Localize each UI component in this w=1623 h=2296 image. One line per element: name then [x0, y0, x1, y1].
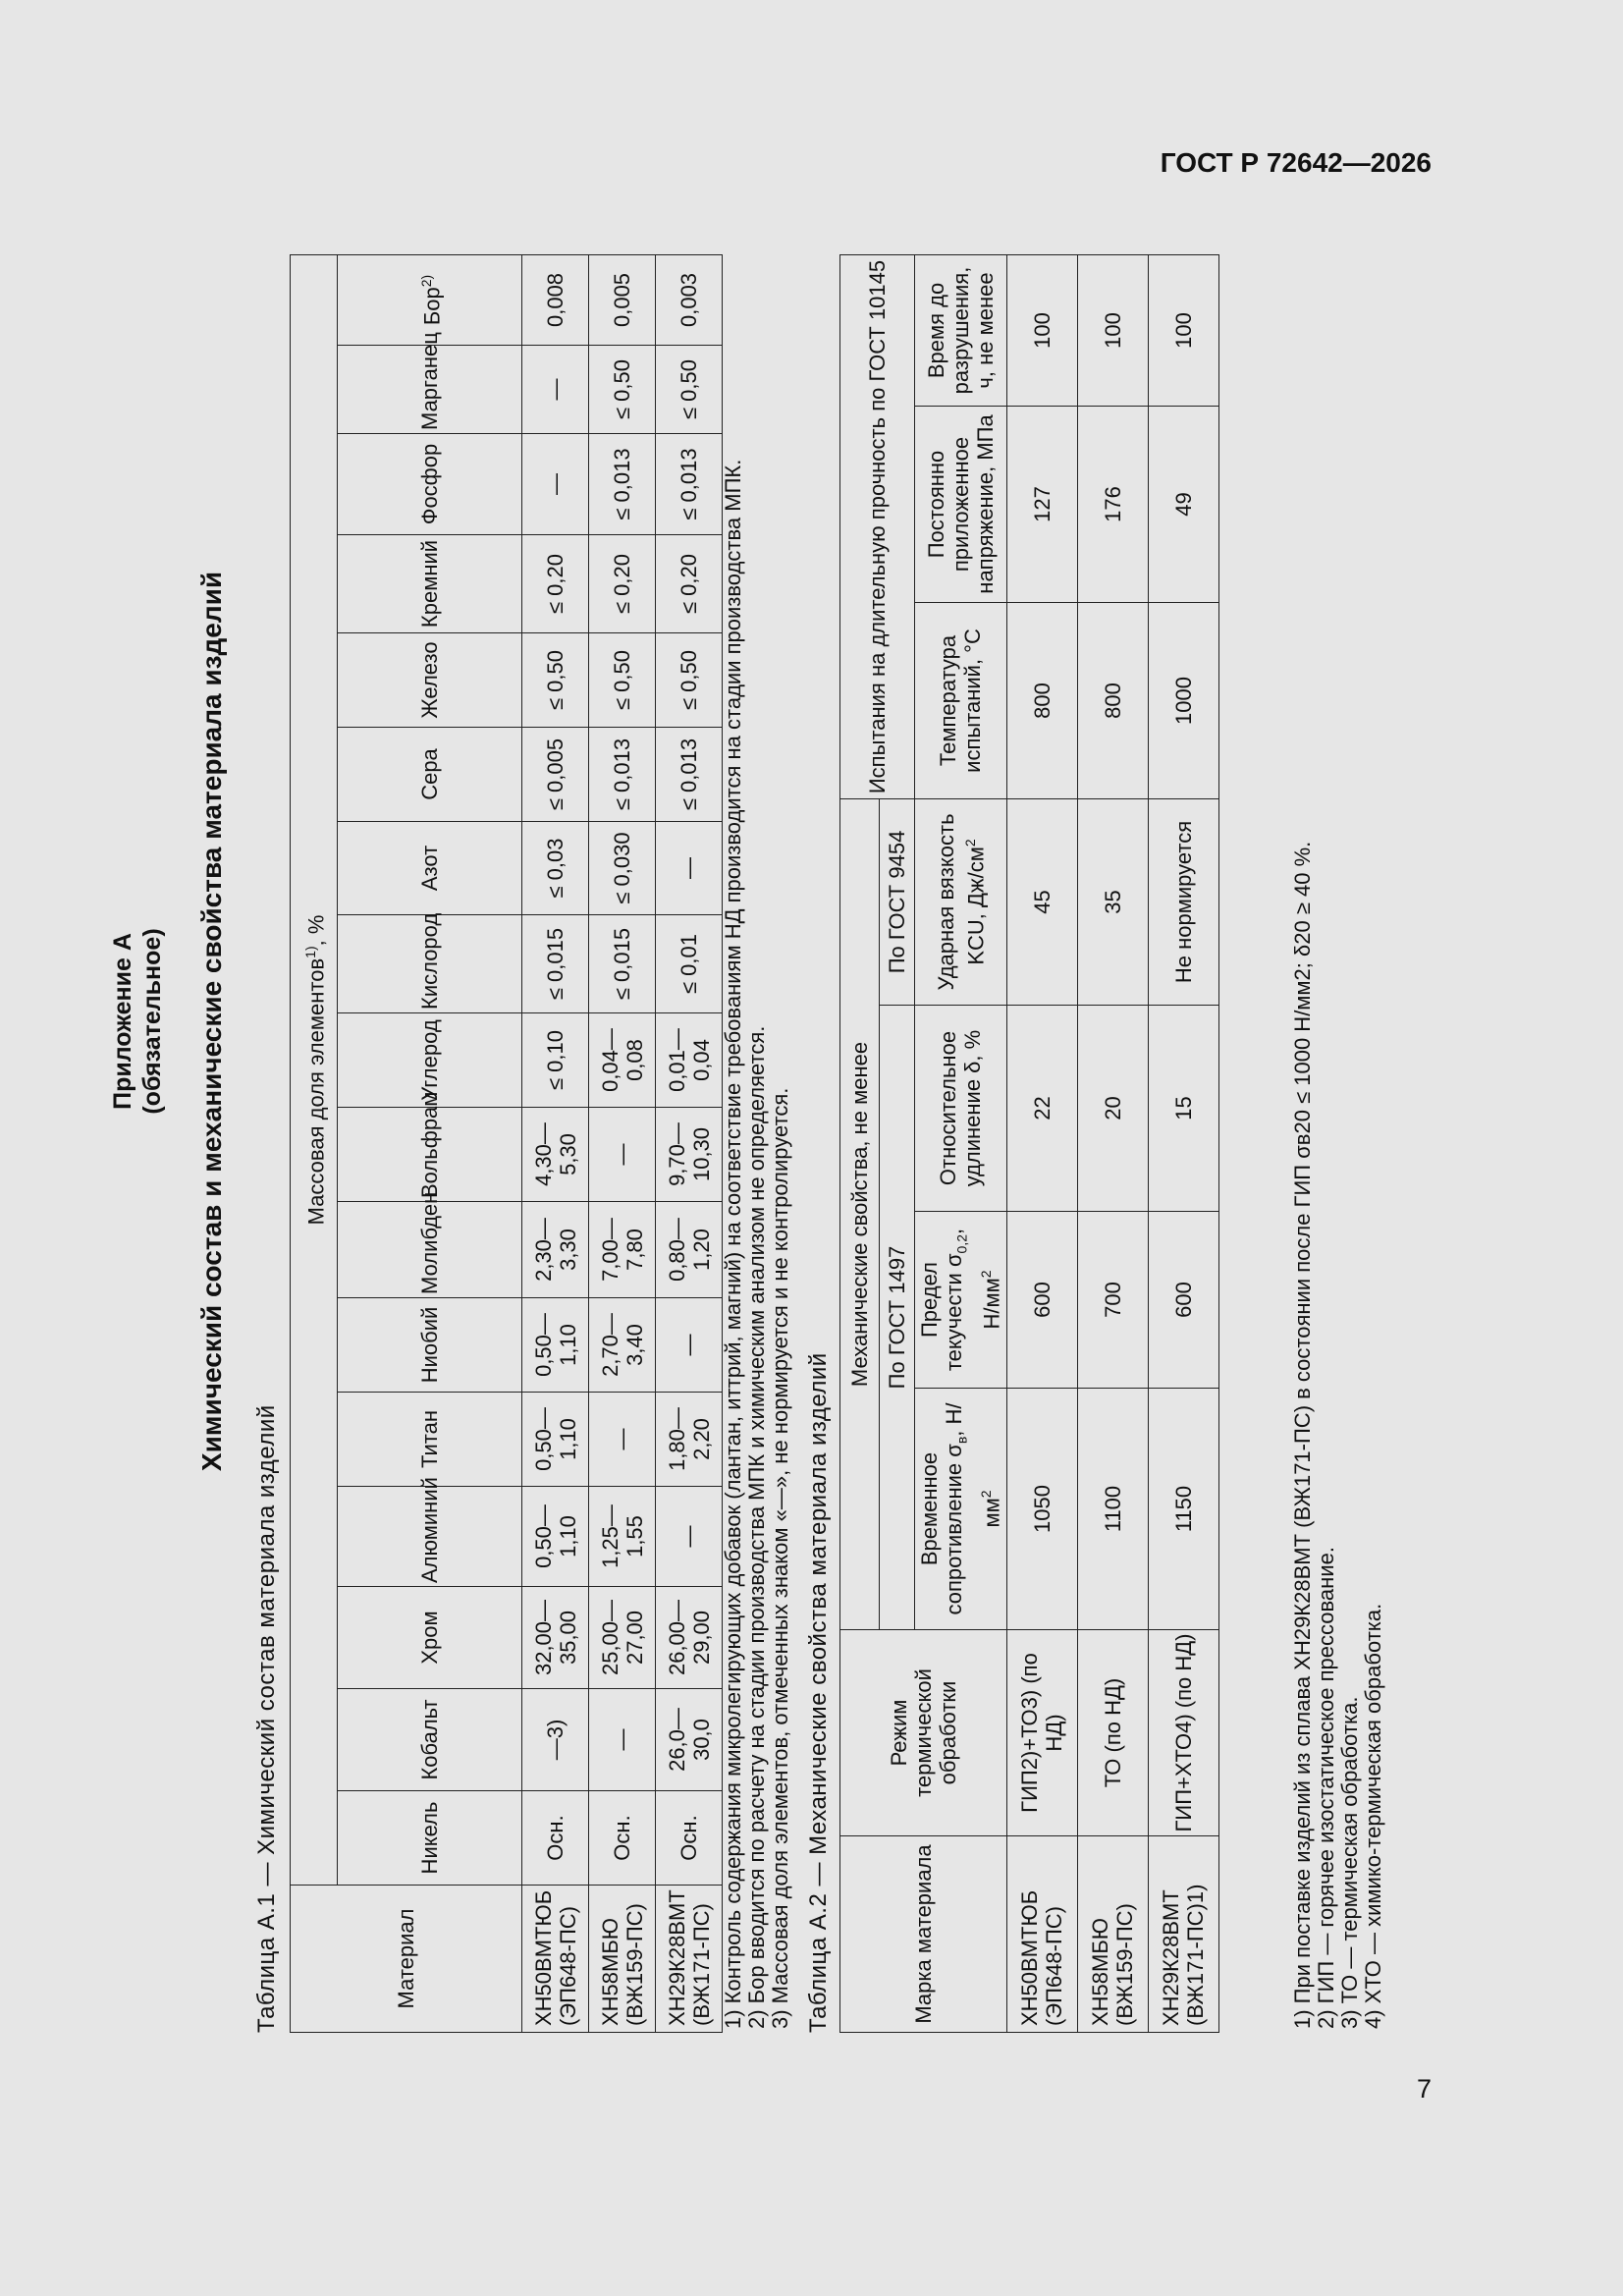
- table1-header-element: Алюминий: [338, 1487, 522, 1587]
- table1-header-element: Марганец: [338, 346, 522, 434]
- value-cell: 25,00—27,00: [589, 1587, 656, 1689]
- value-cell: —3): [522, 1689, 589, 1791]
- table1-header-element: Молибден: [338, 1202, 522, 1298]
- value-cell: ≤ 0,50: [589, 633, 656, 728]
- table-chemical-composition: [290, 254, 723, 2033]
- value-cell: 49: [1148, 406, 1218, 602]
- table1-header-element: Титан: [338, 1393, 522, 1487]
- value-cell: 26,00—29,00: [656, 1587, 723, 1689]
- table1-header-element: Бор$^{2)}$: [338, 254, 522, 345]
- table2-header-mode: Режим термической обработки: [840, 1630, 1007, 1836]
- value-cell: 1050: [1006, 1389, 1077, 1630]
- table2-header-delta: Относительное удлинение δ, %: [915, 1006, 1007, 1212]
- value-cell: 600: [1148, 1212, 1218, 1389]
- table-row: [589, 254, 656, 2032]
- table1-header-element: Сера: [338, 728, 522, 822]
- value-cell: ≤ 0,50: [522, 633, 589, 728]
- grade-cell: ХН29К28ВМТ (ВЖ171-ПС)1): [1148, 1836, 1218, 2033]
- table1-header-material: Материал: [291, 1886, 522, 2033]
- mode-cell: ГИП+ХТО4) (по НД): [1148, 1630, 1218, 1836]
- value-cell: 100: [1006, 254, 1077, 406]
- value-cell: 100: [1077, 254, 1148, 406]
- mode-cell: ТО (по НД): [1077, 1630, 1148, 1836]
- value-cell: Осн.: [589, 1791, 656, 1886]
- annex-subtitle: (обязательное): [138, 928, 166, 1115]
- value-cell: —: [589, 1393, 656, 1487]
- value-cell: 600: [1006, 1212, 1077, 1389]
- table1-header-element: Вольфрам: [338, 1108, 522, 1202]
- value-cell: 700: [1077, 1212, 1148, 1389]
- table2-notes: [1291, 842, 1385, 2029]
- table2-caption: Таблица А.2 — Механические свойства материала изделий: [805, 1352, 832, 2033]
- annex-heading: Химический состав и механические свойства материала изделий: [196, 571, 227, 1472]
- value-cell: 0,01—0,04: [656, 1013, 723, 1108]
- table1-header-element: Кремний: [338, 535, 522, 633]
- table1-header-element: Углерод: [338, 1013, 522, 1108]
- table2-header-time: Время до разрушения, ч, не менее: [915, 254, 1007, 406]
- table2-header-long: Испытания на длительную прочность по ГОСТ 10145: [840, 254, 915, 798]
- table2-header-grade: Марка материала: [840, 1836, 1007, 2033]
- value-cell: 26,0—30,0: [656, 1689, 723, 1791]
- table2-header-mech: Механические свойства, не менее: [840, 798, 880, 1629]
- value-cell: —: [656, 822, 723, 915]
- rotated-content: [108, 0, 1434, 2072]
- value-cell: 0,008: [522, 254, 589, 345]
- value-cell: 4,30—5,30: [522, 1108, 589, 1202]
- value-cell: 0,003: [656, 254, 723, 345]
- table1-header-element: Кобальт: [338, 1689, 522, 1791]
- value-cell: ≤ 0,50: [656, 346, 723, 434]
- table1-header-mass-fraction: Массовая доля элементов$^{1)}$, %: [291, 254, 338, 1885]
- value-cell: 0,80—1,20: [656, 1202, 723, 1298]
- material-cell: ХН58МБЮ (ВЖ159-ПС): [589, 1886, 656, 2033]
- value-cell: 2,70—3,40: [589, 1298, 656, 1393]
- document-code-header: ГОСТ Р 72642—2026: [1160, 147, 1432, 178]
- value-cell: Осн.: [656, 1791, 723, 1886]
- value-cell: 35: [1077, 798, 1148, 1005]
- table1-header-element: Кислород: [338, 915, 522, 1013]
- value-cell: ≤ 0,013: [589, 434, 656, 535]
- value-cell: ≤ 0,50: [656, 633, 723, 728]
- table2-header-temp: Температура испытаний, °С: [915, 602, 1007, 798]
- value-cell: ≤ 0,20: [522, 535, 589, 633]
- value-cell: 1000: [1148, 602, 1218, 798]
- value-cell: Осн.: [522, 1791, 589, 1886]
- footnote: 3) Массовая доля элементов, отмеченных знаком «—», не нормируется и не контролируется.: [768, 1087, 792, 2029]
- table1-header-element: Азот: [338, 822, 522, 915]
- value-cell: ≤ 0,013: [656, 434, 723, 535]
- footnote: 1) Контроль содержания микролегирующих добавок (лантан, иттрий, магний) на соответствие требованиям НД производится на стадии производства МПК.: [721, 459, 745, 2029]
- value-cell: 15: [1148, 1006, 1218, 1212]
- footnote: 3) ТО — термическая обработка.: [1337, 1696, 1362, 2029]
- table-row: [1077, 254, 1148, 2032]
- value-cell: 9,70—10,30: [656, 1108, 723, 1202]
- table2-header-gost1497: По ГОСТ 1497: [880, 1006, 915, 1630]
- value-cell: ≤ 0,20: [656, 535, 723, 633]
- value-cell: ≤ 0,03: [522, 822, 589, 915]
- table2-header-sigma-02: Предел текучести $\sigma_{0,2}$, $Н/мм^2$: [915, 1212, 1007, 1389]
- table2-header-gost9454: По ГОСТ 9454: [880, 798, 915, 1005]
- value-cell: 127: [1006, 406, 1077, 602]
- footnote: 1) При поставке изделий из сплава ХН29К28ВМТ (ВЖ171-ПС) в состоянии после ГИП σв20 ≤ 1000 Н/мм2; δ20 ≥ 40 %.: [1290, 841, 1315, 2029]
- value-cell: 100: [1148, 254, 1218, 406]
- value-cell: Не нормируется: [1148, 798, 1218, 1005]
- value-cell: 800: [1077, 602, 1148, 798]
- page-number: 7: [1416, 2074, 1432, 2104]
- table-row: [1148, 254, 1218, 2032]
- value-cell: ≤ 0,015: [522, 915, 589, 1013]
- table1-notes: [722, 460, 792, 2029]
- table-row: [522, 254, 589, 2032]
- value-cell: —: [656, 1487, 723, 1587]
- table1-header-element: Хром: [338, 1587, 522, 1689]
- value-cell: 0,50—1,10: [522, 1393, 589, 1487]
- value-cell: ≤ 0,030: [589, 822, 656, 915]
- value-cell: 45: [1006, 798, 1077, 1005]
- value-cell: —: [656, 1298, 723, 1393]
- table1-header-element: Никель: [338, 1791, 522, 1886]
- mode-cell: ГИП2)+ТО3) (по НД): [1006, 1630, 1077, 1836]
- value-cell: 1150: [1148, 1389, 1218, 1630]
- table-row: [656, 254, 723, 2032]
- value-cell: 0,04—0,08: [589, 1013, 656, 1108]
- value-cell: 0,005: [589, 254, 656, 345]
- value-cell: ≤ 0,01: [656, 915, 723, 1013]
- value-cell: ≤ 0,20: [589, 535, 656, 633]
- value-cell: ≤ 0,013: [656, 728, 723, 822]
- table1-header-element: Фосфор: [338, 434, 522, 535]
- value-cell: ≤ 0,005: [522, 728, 589, 822]
- footnote: 2) ГИП — горячее изостатическое прессование.: [1314, 1547, 1338, 2029]
- table2-header-sigma-b: Временное сопротивление $\sigma_в$, $Н/мм^2$: [915, 1389, 1007, 1630]
- value-cell: 800: [1006, 602, 1077, 798]
- value-cell: 22: [1006, 1006, 1077, 1212]
- table2-header-stress: Постоянно приложенное напряжение, МПа: [915, 406, 1007, 602]
- material-cell: ХН50ВМТЮБ (ЭП648-ПС): [522, 1886, 589, 2033]
- value-cell: ≤ 0,013: [589, 728, 656, 822]
- table1-caption: Таблица А.1 — Химический состав материала изделий: [253, 1404, 280, 2033]
- value-cell: 32,00—35,00: [522, 1587, 589, 1689]
- table2-header-kcu: Ударная вязкость KCU, $Дж/см^2$: [915, 798, 1007, 1005]
- grade-cell: ХН50ВМТЮБ (ЭП648-ПС): [1006, 1836, 1077, 2033]
- material-cell: ХН29К28ВМТ (ВЖ171-ПС): [656, 1886, 723, 2033]
- table1-header-element: Железо: [338, 633, 522, 728]
- table-row: [1006, 254, 1077, 2032]
- value-cell: 1100: [1077, 1389, 1148, 1630]
- value-cell: 1,80—2,20: [656, 1393, 723, 1487]
- value-cell: ≤ 0,10: [522, 1013, 589, 1108]
- table1-header-element: Ниобий: [338, 1298, 522, 1393]
- value-cell: 0,50—1,10: [522, 1298, 589, 1393]
- value-cell: ≤ 0,50: [589, 346, 656, 434]
- value-cell: 2,30—3,30: [522, 1202, 589, 1298]
- footnote: 2) Бор вводится по расчету на стадии производства МПК и химическим анализом не определяется.: [744, 1025, 769, 2029]
- value-cell: 20: [1077, 1006, 1148, 1212]
- value-cell: —: [522, 434, 589, 535]
- value-cell: —: [589, 1108, 656, 1202]
- grade-cell: ХН58МБЮ (ВЖ159-ПС): [1077, 1836, 1148, 2033]
- value-cell: 0,50—1,10: [522, 1487, 589, 1587]
- value-cell: —: [522, 346, 589, 434]
- value-cell: —: [589, 1689, 656, 1791]
- footnote: 4) ХТО — химико-термическая обработка.: [1361, 1603, 1385, 2029]
- value-cell: 176: [1077, 406, 1148, 602]
- value-cell: 1,25—1,55: [589, 1487, 656, 1587]
- table-mechanical-properties: [839, 254, 1219, 2033]
- value-cell: 7,00—7,80: [589, 1202, 656, 1298]
- annex-title: Приложение А: [109, 933, 136, 1110]
- value-cell: ≤ 0,015: [589, 915, 656, 1013]
